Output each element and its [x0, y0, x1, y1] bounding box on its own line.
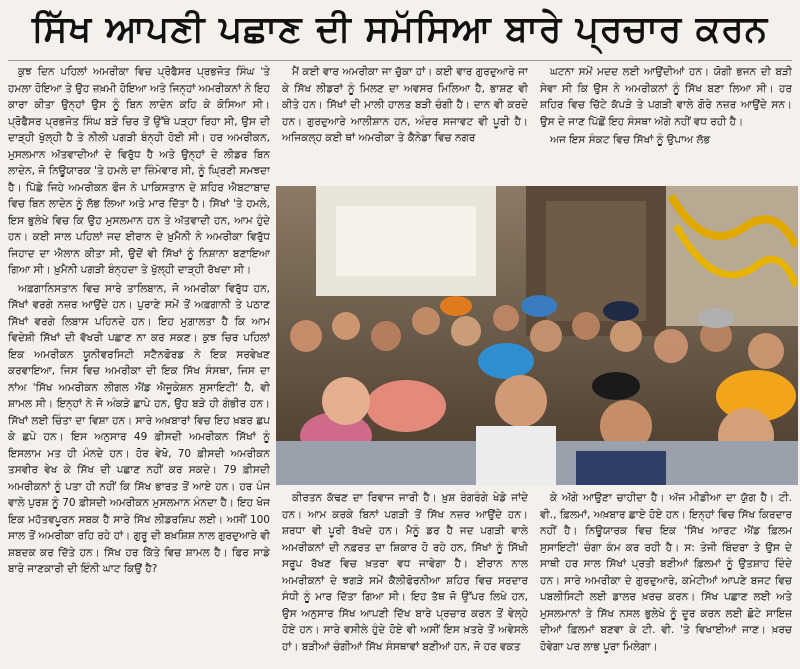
column-3-bottom — [540, 490, 792, 666]
column-2-bottom — [282, 490, 528, 666]
headline: ਸਿੱਖ ਆਪਣੀ ਪਛਾਣ ਦੀ ਸਮੱਸਿਆ ਬਾਰੇ ਪ੍ਰਚਾਰ ਕਰਨ — [31, 9, 769, 50]
headline-rule — [8, 60, 792, 61]
column-1-paragraph-2: ਅਫ਼ਗਾਨਿਸਤਾਨ ਵਿਚ ਸਾਰੇ ਤਾਲਿਬਾਨ, ਜੋ ਅਮਰੀਕਾ ਵਿਰੁੱਧ ਹਨ, ਸਿੱਖਾਂ ਵਰਗੇ ਨਜ਼ਰ ਆਉਂਦੇ ਹਨ। ਪੁਰਾਣੇ ਸਮੇਂ ਤੋਂ ਅਫ਼ਗਾਨੀ ਤੇ ਪਠਾਣ ਸਿੱਖਾਂ ਵਰਗੇ ਲਿਬਾਸ ਪਹਿਨਦੇ ਹਨ। ਇਹ ਮੁਗ਼ਾਲਤਾ ਹੈ ਕਿ ਆਮ ਵਿਦੇਸ਼ੀ ਸਿੱਖਾਂ ਦੀ ਵੱਖਰੀ ਪਛਾਣ ਨਾ ਕਰ ਸਕਣ। ਕੁਝ ਚਿਰ ਪਹਿਲਾਂ ਇਕ ਅਮਰੀਕਨ ਯੂਨੀਵਰਸਿਟੀ ਸਟੈਨਫੋਰਡ ਨੇ ਇਕ ਸਰਵੇਖਣ ਕਰਵਾਇਆ, ਜਿਸ ਵਿਚ ਅਮਰੀਕਾ ਦੀ ਇਕ ਸਿੱਖ ਸੰਸਥਾ, ਜਿਸ ਦਾ ਨਾਂਅ 'ਸਿੱਖ ਅਮਰੀਕਨ ਲੀਗਲ ਐਂਡ ਐਜੂਕੇਸ਼ਨ ਸੁਸਾਇਟੀ' ਹੈ, ਵੀ ਸ਼ਾਮਲ ਸੀ। ਇਨ੍ਹਾਂ ਨੇ ਜੋ ਅੰਕੜੇ ਛਾਪੇ ਹਨ, ਉਹ ਬੜੇ ਹੀ ਗੰਭੀਰ ਹਨ। ਸਿੱਖਾਂ ਲਈ ਚਿੰਤਾ ਦਾ ਵਿਸ਼ਾ ਹਨ। ਸਾਰੇ ਅਖ਼ਬਾਰਾਂ ਵਿਚ ਇਹ ਖ਼ਬਰ ਛਪ ਕੇ ਛਪੇ ਹਨ। ਇਸ ਅਨੁਸਾਰ 49 ਫ਼ੀਸਦੀ ਅਮਰੀਕਨ ਸਿੱਖਾਂ ਨੂੰ ਇਸਲਾਮ ਮਤ ਹੀ ਮੰਨਦੇ ਹਨ। ਹੋਰ ਵੇਖੋ, 70 ਫ਼ੀਸਦੀ ਅਮਰੀਕਨ ਤਸਵੀਰ ਵੇਖ ਕੇ ਸਿੱਖ ਦੀ ਪਛਾਣ ਨਹੀਂ ਕਰ ਸਕਦੇ। 79 ਫ਼ੀਸਦੀ ਅਮਰੀਕਨਾਂ ਨੂੰ ਪਤਾ ਹੀ ਨਹੀਂ ਕਿ ਸਿੱਖ ਭਾਰਤ ਤੋਂ ਆਏ ਹਨ। ਹਰ ਪੰਜ ਵਾਲੇ ਪੁਰਸ਼ ਨੂੰ 70 ਫ਼ੀਸਦੀ ਅਮਰੀਕਨ ਮੁਸਲਮਾਨ ਮੰਨਦਾ ਹੈ। ਇਹ ਖੋਜ ਇਕ ਮਹੱਤਵਪੂਰਨ ਸਬਕ ਹੈ ਸਾਰੇ ਸਿੱਖ ਲੀਡਰਸ਼ਿਪ ਲਈ। ਅਸੀਂ 100 ਸਾਲ ਤੋਂ ਅਮਰੀਕਾ ਰਹਿ ਰਹੇ ਹਾਂ। ਗੁਰੂ ਦੀ ਬਖ਼ਸ਼ਿਸ਼ ਨਾਲ ਗੁਰਦੁਆਰੇ ਵੀ ਸ਼ਬਦਕ ਕਰ ਦਿੱਤੇ ਹਨ। ਸਿੱਖ ਹਰ ਕਿੱਤੇ ਵਿਚ ਸ਼ਾਮਲ ਹੈ। ਫਿਰ ਸਾਡੇ ਬਾਰੇ ਜਾਣਕਾਰੀ ਦੀ ਇੰਨੀ ਘਾਟ ਕਿਉਂ ਹੈ? — [8, 282, 270, 575]
column-2-top — [282, 64, 528, 182]
column-3-top — [540, 64, 792, 182]
crowd-photo — [276, 186, 798, 485]
column-2-paragraph-1: ਮੈਂ ਕਈ ਵਾਰ ਅਮਰੀਕਾ ਜਾ ਚੁੱਕਾ ਹਾਂ। ਕਈ ਵਾਰ ਗੁਰਦੁਆਰੇ ਜਾ ਕੇ ਸਿੱਖ ਲੀਡਰਾਂ ਨੂੰ ਮਿਲਣ ਦਾ ਅਵਸਰ ਮਿਲਿਆ ਹੈ, ਭਾਸ਼ਣ ਵੀ ਕੀਤੇ ਹਨ। ਸਿੱਖਾਂ ਦੀ ਮਾਲੀ ਹਾਲਤ ਬੜੀ ਚੰਗੀ ਹੈ। ਦਾਨ ਵੀ ਕਰਦੇ ਹਨ। ਗੁਰਦੁਆਰੇ ਆਲੀਸ਼ਾਨ ਹਨ, ਅੰਦਰ ਸਜਾਵਟ ਵੀ ਪੂਰੀ ਹੈ। ਅਜਿਕਲ੍ਹ ਕਈ ਥਾਂ ਅਮਰੀਕਾ ਤੇ ਕੈਨੇਡਾ ਵਿਚ ਨਗਰ — [282, 66, 528, 144]
column-1 — [8, 64, 270, 664]
column-1-paragraph-1: ਕੁਝ ਦਿਨ ਪਹਿਲਾਂ ਅਮਰੀਕਾ ਵਿਚ ਪ੍ਰੋਫੈਸਰ ਪ੍ਰਭਜੋਤ ਸਿੰਘ 'ਤੇ ਹਮਲਾ ਹੋਇਆ ਤੇ ਉਹ ਜ਼ਖ਼ਮੀ ਹੋਇਆ ਅਤੇ ਜਿਨ੍ਹਾਂ ਅਮਰੀਕਨਾਂ ਨੇ ਇਹ ਕਾਰਾ ਕੀਤਾ ਉਨ੍ਹਾਂ ਉਸ ਨੂੰ ਬਿਨ ਲਾਦੇਨ ਕਹਿ ਕੇ ਕੋਸਿਆ ਸੀ। ਪ੍ਰੋਫੈਸਰ ਪ੍ਰਭਜੋਤ ਸਿੰਘ ਬੜੇ ਚਿਰ ਤੋਂ ਉੱਥੇ ਪੜ੍ਹਾ ਰਿਹਾ ਸੀ, ਉਸ ਦੀ ਦਾੜ੍ਹੀ ਖੁੱਲ੍ਹੀ ਹੈ ਤੇ ਨੀਲੀ ਪਗੜੀ ਬੰਨ੍ਹੀ ਹੋਈ ਸੀ। ਹਰ ਅਮਰੀਕਨ, ਮੁਸਲਮਾਨ ਅੱਤਵਾਦੀਆਂ ਦੇ ਵਿਰੁੱਧ ਹੈ ਅਤੇ ਉਨ੍ਹਾਂ ਦੇ ਲੀਡਰ ਬਿਨ ਲਾਦੇਨ, ਜੋ ਨਿਊਯਾਰਕ 'ਤੇ ਹਮਲੇ ਦਾ ਜ਼ਿੰਮੇਵਾਰ ਸੀ, ਨੂੰ ਘ੍ਰਿਣੀ ਸਮਝਦਾ ਹੈ। ਪਿੱਛੇ ਜਿਹੇ ਅਮਰੀਕਨ ਫੌਜ ਨੇ ਪਾਕਿਸਤਾਨ ਦੇ ਸ਼ਹਿਰ ਐਬਟਾਬਾਦ ਵਿਚ ਬਿਨ ਲਾਦੇਨ ਨੂੰ ਲੱਭ ਲਿਆ ਅਤੇ ਮਾਰ ਦਿੱਤਾ ਹੈ। ਸਿੱਖਾਂ 'ਤੇ ਹਮਲੇ, ਇਸ ਭੁਲੇਖੇ ਵਿਚ ਕਿ ਉਹ ਮੁਸਲਮਾਨ ਹਨ ਤੇ ਅੱਤਵਾਦੀ ਹਨ, ਆਮ ਹੁੰਦੇ ਹਨ। ਕਈ ਸਾਲ ਪਹਿਲਾਂ ਜਦ ਈਰਾਨ ਦੇ ਖ਼ੁਮੈਨੀ ਨੇ ਅਮਰੀਕਾ ਵਿਰੁੱਧ ਜਿਹਾਦ ਦਾ ਐਲਾਨ ਕੀਤਾ ਸੀ, ਉਦੋਂ ਵੀ ਸਿੱਖਾਂ ਨੂੰ ਨਿਸ਼ਾਨਾ ਬਣਾਇਆ ਗਿਆ ਸੀ। ਖ਼ੁਮੈਨੀ ਪਗੜੀ ਬੰਨ੍ਹਦਾ ਤੇ ਖੁੱਲ੍ਹੀ ਦਾੜ੍ਹੀ ਰੱਖਦਾ ਸੀ। — [8, 66, 270, 276]
column-3-paragraph-1: ਘਟਨਾ ਸਮੇਂ ਮਦਦ ਲਈ ਆਉਂਦੀਆਂ ਹਨ। ਯੋਗੀ ਭਜਨ ਦੀ ਬੜੀ ਸੇਵਾ ਸੀ ਕਿ ਉਸ ਨੇ ਅਮਰੀਕਨਾਂ ਨੂੰ ਸਿੱਖ ਬਣਾ ਲਿਆ ਸੀ। ਹਰ ਸ਼ਹਿਰ ਵਿਚ ਚਿੱਟੇ ਕੱਪੜੇ ਤੇ ਪਗੜੀ ਵਾਲੇ ਗੋਰੇ ਨਜ਼ਰ ਆਉਂਦੇ ਸਨ। ਉਸ ਦੇ ਜਾਣ ਪਿੱਛੋਂ ਇਹ ਸੰਸਥਾ ਅੱਗੇ ਨਹੀਂ ਵਧ ਰਹੀ ਹੈ। — [540, 66, 792, 128]
column-2-paragraph-2: ਕੀਰਤਨ ਕੱਢਣ ਦਾ ਰਿਵਾਜ ਜਾਰੀ ਹੈ। ਖ਼ੁਸ਼ ਰੰਗਰੰਗੇ ਖੇਡੇ ਜਾਂਦੇ ਹਨ। ਆਮ ਕਰਕੇ ਬਿਨਾਂ ਪਗੜੀ ਤੋਂ ਸਿੱਖ ਨਜ਼ਰ ਆਉਂਦੇ ਹਨ। ਸ਼ਰਧਾ ਵੀ ਪੂਰੀ ਰੱਖਦੇ ਹਨ। ਮੈਨੂੰ ਡਰ ਹੈ ਜਦ ਪਗੜੀ ਵਾਲੇ ਅਮਰੀਕਨਾਂ ਦੀ ਨਫ਼ਰਤ ਦਾ ਸ਼ਿਕਾਰ ਹੋ ਰਹੇ ਹਨ, ਸਿੱਖਾਂ ਨੂੰ ਸਿੱਖੀ ਸਰੂਪ ਰੱਖਣ ਵਿਚ ਖ਼ਤਰਾ ਵਧ ਜਾਵੇਗਾ ਹੈ। ਈਰਾਨ ਨਾਲ ਅਮਰੀਕਨਾਂ ਦੇ ਝਗੜੇ ਸਮੇਂ ਕੈਲੀਫੋਰਨੀਆ ਸ਼ਹਿਰ ਵਿਚ ਸਰਦਾਰ ਸੰਧੀ ਨੂੰ ਮਾਰ ਦਿੱਤਾ ਗਿਆ ਸੀ। ਇਹ ਤੱਥ ਜੋ ਉੱਪਰ ਲਿਖੇ ਹਨ, ਉਸ ਅਨੁਸਾਰ ਸਿੱਖ ਆਪਣੀ ਦਿੱਖ ਬਾਰੇ ਪ੍ਰਚਾਰ ਕਰਨ ਤੋਂ ਵੇਲ੍ਹੇ ਹੋਏ ਹਨ। ਸਾਰੇ ਵਸੀਲੇ ਹੁੰਦੇ ਹੋਏ ਵੀ ਅਸੀਂ ਇਸ ਖ਼ਤਰੇ ਤੋਂ ਅਵੇਸਲੇ ਹਾਂ। ਬੜੀਆਂ ਚੰਗੀਆਂ ਸਿੱਖ ਸੰਸਥਾਵਾਂ ਬਣੀਆਂ ਹਨ, ਜੋ ਹਰ ਵਕਤ — [282, 492, 528, 653]
column-3-paragraph-3: ਕੇ ਅੱਗੇ ਆਉਣਾ ਚਾਹੀਦਾ ਹੈ। ਅੱਜ ਮੀਡੀਆ ਦਾ ਯੁੱਗ ਹੈ। ਟੀ. ਵੀ., ਫ਼ਿਲਮਾਂ, ਅਖ਼ਬਾਰ ਛਾਏ ਹੋਏ ਹਨ। ਇਨ੍ਹਾਂ ਵਿਚ ਸਿੱਖ ਕਿਰਦਾਰ ਨਹੀਂ ਹੈ। ਨਿਊਯਾਰਕ ਵਿਚ ਇਕ 'ਸਿੱਖ ਆਰਟ ਐਂਡ ਫ਼ਿਲਮ ਸੁਸਾਇਟੀ' ਚੰਗਾ ਕੰਮ ਕਰ ਰਹੀ ਹੈ। ਸ: ਤੇਜੀ ਬਿੰਦਰਾ ਤੇ ਉਸ ਦੇ ਸਾਥੀ ਹਰ ਸਾਲ ਸਿੱਖਾਂ ਪ੍ਰਤੀ ਬਣੀਆਂ ਫ਼ਿਲਮਾਂ ਨੂੰ ਉਤਸ਼ਾਹ ਦਿੰਦੇ ਹਨ। ਸਾਰੇ ਅਮਰੀਕਾ ਦੇ ਗੁਰਦੁਆਰੇ, ਕਮੇਟੀਆਂ ਆਪਣੇ ਬਜਟ ਵਿਚ ਪਬਲੀਸਿਟੀ ਲਈ ਡਾਲਰ ਖ਼ਰਚ ਕਰਨ। ਸਿੱਖ ਪਛਾਣ ਲਈ ਅਤੇ ਮੁਸਲਮਾਨਾਂ ਤੇ ਸਿੱਖ ਨਸਲ ਭੁਲੇਖੇ ਨੂੰ ਦੂਰ ਕਰਨ ਲਈ ਛੋਟੇ ਸਾਇਜ਼ ਦੀਆਂ ਫ਼ਿਲਮਾਂ ਬਣਵਾ ਕੇ ਟੀ. ਵੀ. 'ਤੇ ਵਿਖਾਈਆਂ ਜਾਣ। ਖ਼ਰਚ ਹੋਵੇਗਾ ਪਰ ਲਾਭ ਪੂਰਾ ਮਿਲੇਗਾ। — [540, 492, 792, 653]
column-3-paragraph-2: ਅਜ ਇਸ ਸੰਕਟ ਵਿਚ ਸਿੱਖਾਂ ਨੂੰ ਉਪਾਅ ਲੱਭ — [550, 134, 711, 146]
